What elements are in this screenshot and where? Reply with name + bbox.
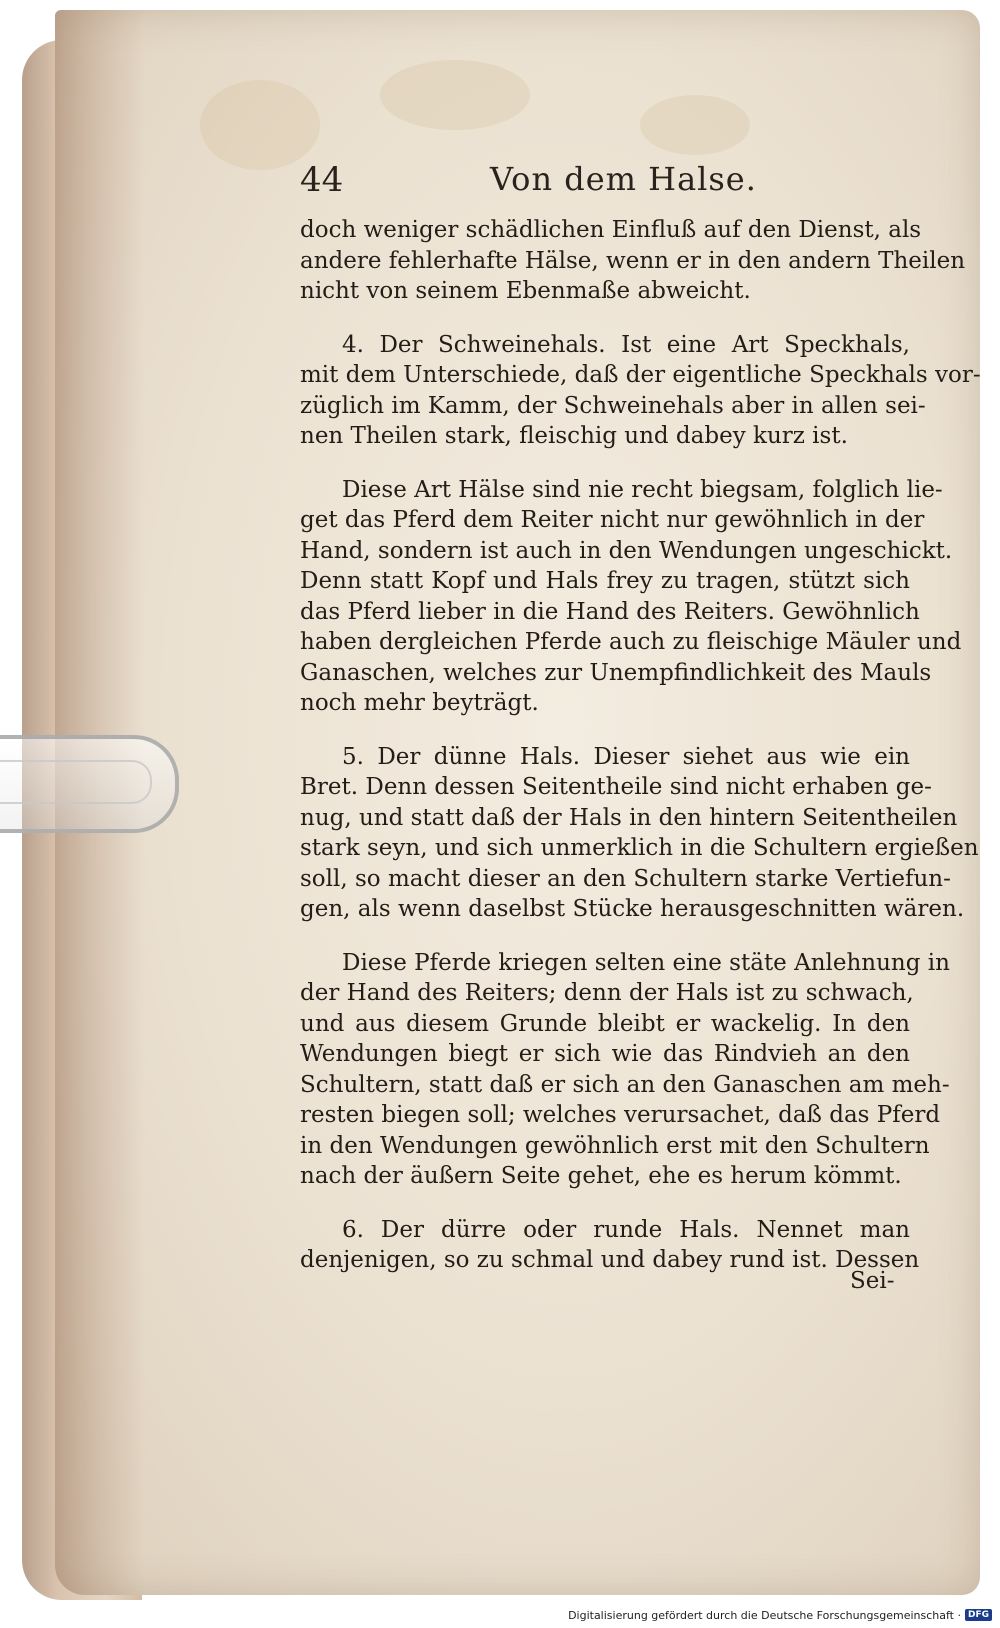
text-line: Hand, sondern ist auch in den Wendungen ungeschickt. xyxy=(300,537,953,564)
text-line: mit dem Unterschiede, daß der eigentliche Speckhals vor- xyxy=(300,362,981,388)
paper-stain xyxy=(640,95,750,155)
page-header xyxy=(300,160,920,210)
text-line: soll, so macht dieser an den Schultern starke Vertiefun- xyxy=(300,865,951,892)
body-text xyxy=(300,215,981,1276)
text-line: der Hand des Reiters; denn der Hals ist zu schwach, xyxy=(300,980,914,1006)
paragraph xyxy=(300,475,962,719)
paper-stain xyxy=(200,80,320,170)
text-line: doch weniger schädlichen Einfluß auf den Dienst, als xyxy=(300,217,922,243)
paragraph xyxy=(300,215,966,307)
paper-stain xyxy=(380,60,530,130)
text-line: nen Theilen stark, fleischig und dabey kurz ist. xyxy=(300,423,848,449)
text-line: andere fehlerhafte Hälse, wenn er in den andern Theilen xyxy=(300,247,966,274)
text-line: Ganaschen, welches zur Unempfindlichkeit des Mauls xyxy=(300,659,932,686)
text-line: haben dergleichen Pferde auch zu fleischige Mäuler und xyxy=(300,629,962,655)
text-line: züglich im Kamm, der Schweinehals aber in allen sei- xyxy=(300,392,926,419)
catchword: Sei- xyxy=(850,1268,895,1294)
text-line: 4. Der Schweinehals. Ist eine Art Speckhals, xyxy=(342,331,910,358)
digitization-footer xyxy=(568,1606,992,1624)
dfg-logo-icon: DFG xyxy=(965,1609,992,1621)
text-line: 6. Der dürre oder runde Hals. Nennet man xyxy=(342,1216,910,1243)
text-line: stark seyn, und sich unmerklich in die Schultern ergießen xyxy=(300,835,979,861)
text-line: in den Wendungen gewöhnlich erst mit den Schultern xyxy=(300,1132,930,1159)
paragraph xyxy=(300,330,981,452)
text-line: denjenigen, so zu schmal und dabey rund ist. Dessen xyxy=(300,1247,920,1273)
paragraph xyxy=(300,742,979,925)
plastic-page-clip-inner xyxy=(0,760,152,804)
text-line: Bret. Denn dessen Seitentheile sind nicht erhaben ge- xyxy=(300,774,932,800)
text-line: Diese Art Hälse sind nie recht biegsam, folglich lie- xyxy=(342,476,943,503)
text-line: Diese Pferde kriegen selten eine stäte Anlehnung in xyxy=(342,949,950,976)
text-line: nug, und statt daß der Hals in den hintern Seitentheilen xyxy=(300,804,958,831)
text-line: 5. Der dünne Hals. Dieser siehet aus wie ein xyxy=(342,743,910,770)
paragraph xyxy=(300,1215,920,1276)
text-line: nach der äußern Seite gehet, ehe es herum kömmt. xyxy=(300,1163,902,1189)
running-title: Von dem Halse. xyxy=(490,160,757,198)
text-line: Denn statt Kopf und Hals frey zu tragen, stützt sich xyxy=(300,568,910,594)
footer-text: Digitalisierung gefördert durch die Deutsche Forschungsgemeinschaft · xyxy=(568,1608,961,1622)
page-number: 44 xyxy=(300,160,344,200)
text-line: und aus diesem Grunde bleibt er wackelig. In den xyxy=(300,1010,910,1037)
text-line: Wendungen biegt er sich wie das Rindvieh an den xyxy=(300,1041,910,1067)
text-line: get das Pferd dem Reiter nicht nur gewöhnlich in der xyxy=(300,507,925,533)
text-line: gen, als wenn daselbst Stücke herausgeschnitten wären. xyxy=(300,896,965,922)
text-line: noch mehr beyträgt. xyxy=(300,690,539,716)
text-line: Schultern, statt daß er sich an den Ganaschen am meh- xyxy=(300,1071,950,1098)
text-line: resten biegen soll; welches verursachet, daß das Pferd xyxy=(300,1102,941,1128)
text-line: nicht von seinem Ebenmaße abweicht. xyxy=(300,278,751,304)
text-line: das Pferd lieber in die Hand des Reiters. Gewöhnlich xyxy=(300,598,920,625)
paragraph xyxy=(300,948,950,1192)
